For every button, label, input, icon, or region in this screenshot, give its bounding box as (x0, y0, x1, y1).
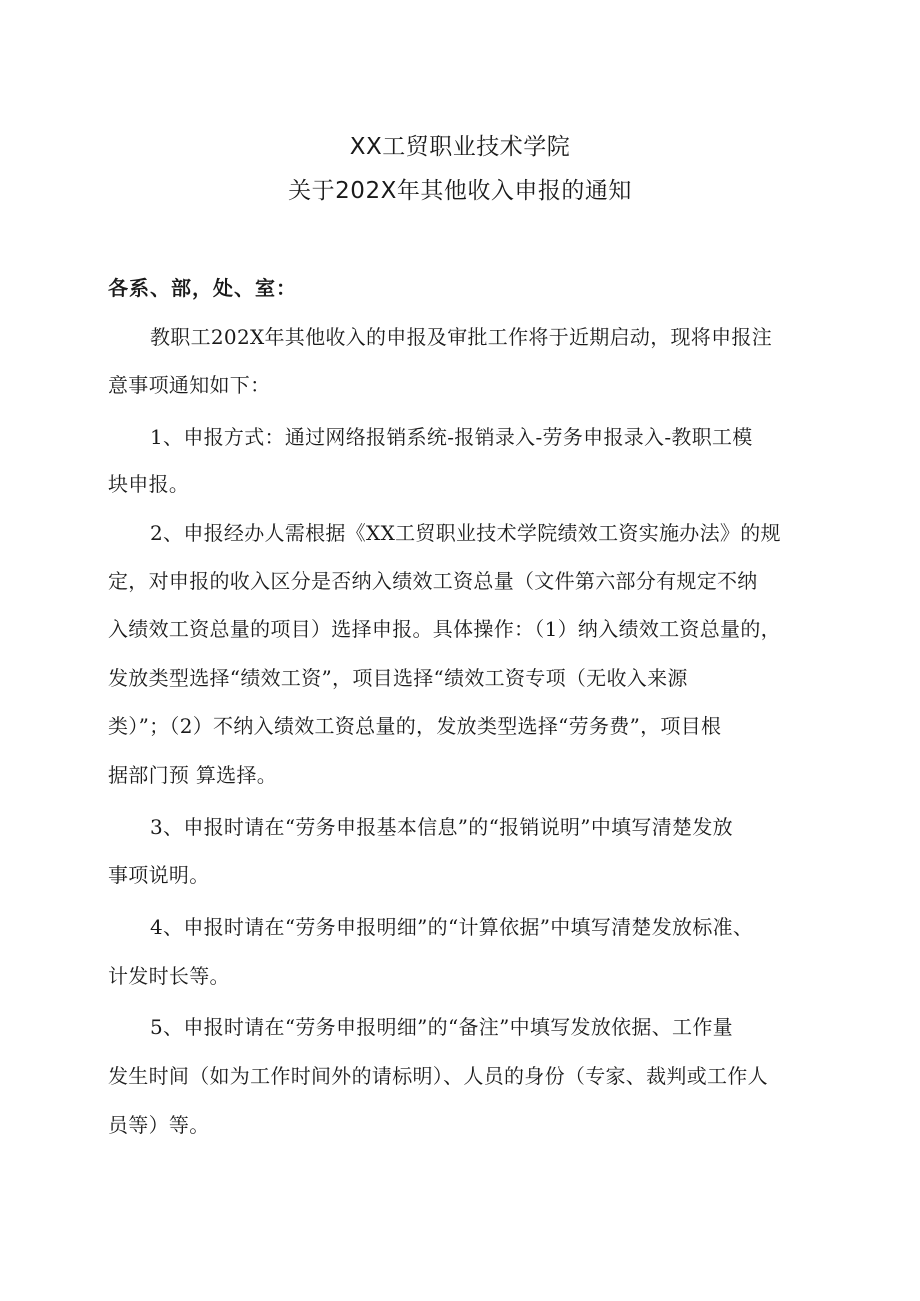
document-institution-title: XX工贸职业技术学院 (349, 134, 571, 160)
salutation: 各系、部，处、室： (108, 276, 297, 300)
body-line-intro-1: 教职工202X年其他收入的申报及审批工作将于近期启动，现将申报注 (150, 325, 773, 349)
body-line-item2-4: 发放类型选择“绩效工资”，项目选择“绩效工资专项（无收入来源 (108, 666, 688, 690)
body-line-item1-1: 1、申报方式：通过网络报销系统-报销录入-劳务申报录入-教职工模 (150, 425, 753, 449)
body-line-intro-2: 意事项通知如下： (108, 373, 271, 397)
body-line-item5-1: 5、申报时请在“劳务申报明细”的“备注”中填写发放依据、工作量 (150, 1015, 733, 1039)
body-line-item4-2: 计发时长等。 (108, 964, 230, 988)
document-notice-title: 关于202X年其他收入申报的通知 (288, 178, 632, 204)
body-line-item5-3: 员等）等。 (108, 1113, 210, 1137)
body-line-item3-1: 3、申报时请在“劳务申报基本信息”的“报销说明”中填写清楚发放 (150, 815, 733, 839)
body-line-item2-2: 定，对申报的收入区分是否纳入绩效工资总量（文件第六部分有规定不纳 (108, 569, 758, 593)
body-line-item2-3: 入绩效工资总量的项目）选择申报。具体操作：（1）纳入绩效工资总量的， (108, 617, 781, 641)
body-line-item1-2: 块申报。 (108, 472, 190, 496)
body-line-item2-6: 据部门预 算选择。 (108, 763, 278, 787)
body-line-item2-1: 2、申报经办人需根据《XX工贸职业技术学院绩效工资实施办法》的规 (150, 521, 781, 545)
body-line-item3-2: 事项说明。 (108, 863, 210, 887)
body-line-item5-2: 发生时间（如为工作时间外的请标明）、人员的身份（专家、裁判或工作人 (108, 1064, 768, 1088)
body-line-item4-1: 4、申报时请在“劳务申报明细”的“计算依据”中填写清楚发放标准、 (150, 915, 754, 939)
body-line-item2-5: 类）”；（2）不纳入绩效工资总量的，发放类型选择“劳务费”，项目根 (108, 714, 722, 738)
